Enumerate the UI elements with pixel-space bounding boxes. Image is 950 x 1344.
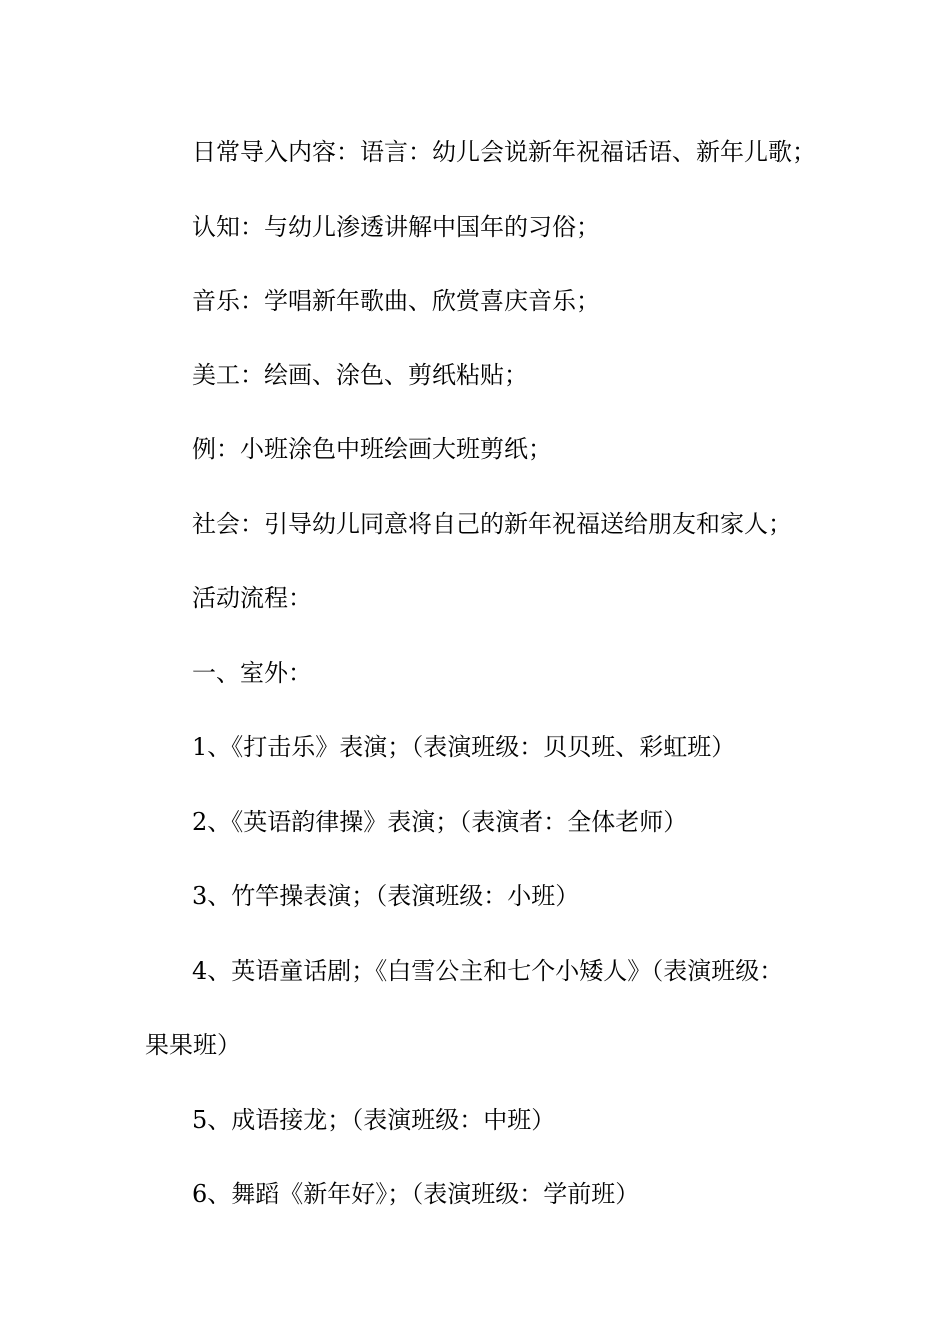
paragraph-example: 例：小班涂色中班绘画大班剪纸； [192, 435, 552, 463]
section-heading-outdoor: 一、室外： [192, 659, 312, 687]
paragraph-social: 社会：引导幼儿同意将自己的新年祝福送给朋友和家人； [192, 510, 792, 538]
list-item-2: 2、《英语韵律操》表演；（表演者：全体老师） [192, 808, 688, 836]
paragraph-art: 美工：绘画、涂色、剪纸粘贴； [192, 361, 528, 389]
list-item-1: 1、《打击乐》表演；（表演班级：贝贝班、彩虹班） [192, 733, 736, 761]
paragraph-daily-intro: 日常导入内容：语言：幼儿会说新年祝福话语、新年儿歌； [192, 138, 816, 166]
list-item-5: 5、成语接龙；（表演班级：中班） [192, 1106, 556, 1134]
section-heading-activity-flow: 活动流程： [192, 584, 312, 612]
list-item-4: 4、英语童话剧；《白雪公主和七个小矮人》（表演班级： [192, 957, 784, 985]
list-item-3: 3、竹竿操表演；（表演班级：小班） [192, 882, 580, 910]
list-item-6: 6、舞蹈《新年好》；（表演班级：学前班） [192, 1180, 640, 1208]
list-item-4-continuation: 果果班） [145, 1031, 241, 1059]
paragraph-cognition: 认知：与幼儿渗透讲解中国年的习俗； [192, 213, 600, 241]
paragraph-music: 音乐：学唱新年歌曲、欣赏喜庆音乐； [192, 287, 600, 315]
